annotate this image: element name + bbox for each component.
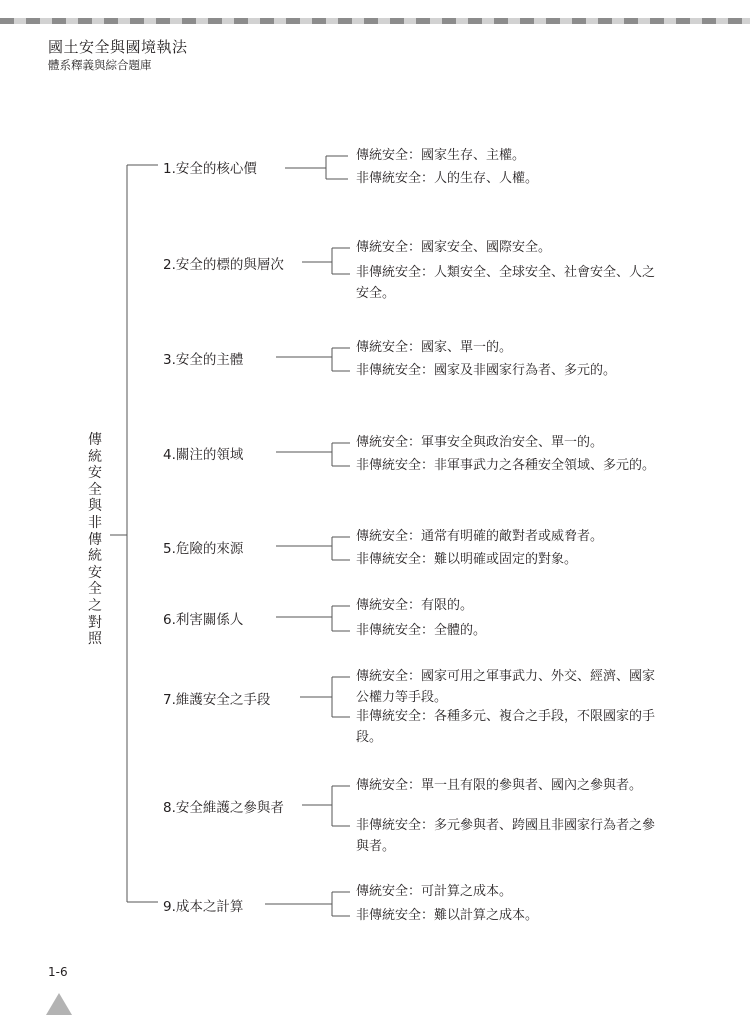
bracket-3 xyxy=(332,348,350,371)
page-number: 1-6 xyxy=(48,965,68,979)
category-2-traditional: 傳統安全：國家安全、國際安全。 xyxy=(356,240,552,255)
category-8-label: 8.安全維護之參與者 xyxy=(163,800,284,816)
category-6-non-traditional: 非傳統安全：全體的。 xyxy=(356,623,487,638)
category-9-traditional: 傳統安全：可計算之成本。 xyxy=(356,884,513,899)
category-7-traditional: 傳統安全：國家可用之軍事武力、外交、經濟、國家公權力等手段。 xyxy=(356,669,656,705)
bracket-1 xyxy=(326,156,348,179)
book-subtitle: 體系釋義與綜合題庫 xyxy=(48,58,152,72)
bracket-7 xyxy=(332,677,350,717)
category-4-traditional: 傳統安全：軍事安全與政治安全、單一的。 xyxy=(356,435,604,450)
category-4-label: 4.關注的領域 xyxy=(163,447,244,463)
category-3-traditional: 傳統安全：國家、單一的。 xyxy=(356,340,513,355)
category-8-traditional: 傳統安全：單一且有限的參與者、國內之參與者。 xyxy=(356,778,643,793)
category-5-label: 5.危險的來源 xyxy=(163,541,244,557)
bracket-4 xyxy=(332,443,350,466)
category-9-non-traditional: 非傳統安全：難以計算之成本。 xyxy=(356,908,539,923)
category-1-label: 1.安全的核心價 xyxy=(163,161,257,177)
page-corner-triangle-icon xyxy=(46,993,72,1015)
category-6-label: 6.利害關係人 xyxy=(163,612,244,628)
category-3-label: 3.安全的主體 xyxy=(163,352,244,368)
bracket-6 xyxy=(332,606,350,631)
book-title: 國土安全與國境執法 xyxy=(48,38,188,56)
category-7-label: 7.維護安全之手段 xyxy=(163,692,271,708)
category-3-non-traditional: 非傳統安全：國家及非國家行為者、多元的。 xyxy=(356,363,617,378)
category-4-non-traditional: 非傳統安全：非軍事武力之各種安全領域、多元的。 xyxy=(356,458,656,473)
bracket-9 xyxy=(332,892,350,916)
root-topic-vertical: 傳統安全與非傳統安全之對照 xyxy=(88,432,102,648)
category-7-non-traditional: 非傳統安全：各種多元、複合之手段，不限國家的手段。 xyxy=(356,709,656,745)
bracket-5 xyxy=(332,537,350,560)
category-1-non-traditional: 非傳統安全：人的生存、人權。 xyxy=(356,171,539,186)
category-1-traditional: 傳統安全：國家生存、主權。 xyxy=(356,148,526,163)
category-8-non-traditional: 非傳統安全：多元參與者、跨國且非國家行為者之參與者。 xyxy=(356,818,656,854)
category-2-non-traditional: 非傳統安全：人類安全、全球安全、社會安全、人之安全。 xyxy=(356,265,656,301)
category-5-traditional: 傳統安全：通常有明確的敵對者或威脅者。 xyxy=(356,529,604,544)
bracket-2 xyxy=(332,248,350,274)
category-6-traditional: 傳統安全：有限的。 xyxy=(356,598,474,613)
category-9-label: 9.成本之計算 xyxy=(163,899,244,915)
category-2-label: 2.安全的標的與層次 xyxy=(163,257,284,273)
category-5-non-traditional: 非傳統安全：難以明確或固定的對象。 xyxy=(356,552,578,567)
bracket-8 xyxy=(332,786,350,826)
